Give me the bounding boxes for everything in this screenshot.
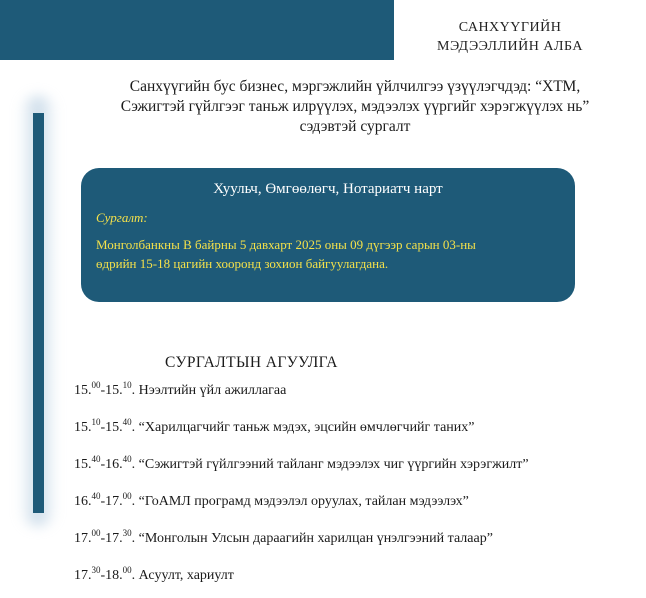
agenda-end-hour: -15. [100,383,123,398]
agenda-heading: СУРГАЛТЫН АГУУЛГА [165,354,338,371]
training-topic-line1: Санхүүгийн бус бизнес, мэргэжлийн үйлчилгээ үзүүлэгчдэд: “ХТМ, [129,78,581,95]
agenda-start-minute: 10 [91,417,101,427]
agenda-title: . “ГоАМЛ програмд мэдээлэл оруулах, тайлан мэдээлэх” [131,494,469,509]
training-topic [70,77,640,137]
training-topic-line3: сэдэвтэй сургалт [299,118,411,135]
agenda-start-minute: 00 [91,380,101,390]
agenda-end-minute: 00 [122,565,132,575]
agenda-title: . Нээлтийн үйл ажиллагаа [131,383,287,398]
agenda-item [74,454,529,473]
agenda-end-hour: -18. [100,568,123,583]
training-topic-line2: Сэжигтэй гүйлгээг таньж илрүүлэх, мэдээлэх үүргийг хэрэгжүүлэх нь” [120,98,590,115]
agenda-start-hour: 15. [74,383,92,398]
training-label: Сургалт: [96,210,148,225]
agenda-end-minute: 40 [122,454,132,464]
department-title-line2: МЭДЭЭЛЛИЙН АЛБА [437,39,583,54]
agenda-end-hour: -16. [100,457,123,472]
audience-title: Хуульч, Өмгөөлөгч, Нотариатч нарт [213,181,443,197]
agenda-item [74,491,469,510]
department-title-line1: САНХҮҮГИЙН [458,20,562,35]
agenda-start-hour: 15. [74,420,92,435]
agenda-end-minute: 40 [122,417,132,427]
agenda-end-hour: -15. [100,420,123,435]
header-banner [0,0,394,60]
agenda-start-minute: 30 [91,565,101,575]
agenda-end-minute: 10 [122,380,132,390]
agenda-item [74,565,234,584]
agenda-end-minute: 30 [122,528,132,538]
agenda-item [74,380,287,399]
training-details-line1: Монголбанкны В байрны 5 давхарт 2025 оны 09 дүгээр сарын 03-ны [96,237,476,252]
agenda-title: . “Сэжигтэй гүйлгээний тайланг мэдээлэх чиг үүргийн хэрэгжилт” [131,457,529,472]
agenda-start-minute: 40 [91,491,101,501]
agenda-end-hour: -17. [100,494,123,509]
training-details [96,235,566,273]
agenda-title: . “Монголын Улсын дараагийн харилцан үнэлгээний талаар” [131,531,493,546]
training-details-line2: өдрийн 15-18 цагийн хооронд зохион байгуулагдана. [96,256,389,271]
audience-info-box [81,168,575,302]
agenda-start-hour: 17. [74,531,92,546]
agenda-start-hour: 16. [74,494,92,509]
agenda-end-minute: 00 [122,491,132,501]
agenda-start-minute: 00 [91,528,101,538]
decorative-side-bar [33,113,44,513]
agenda-start-hour: 15. [74,457,92,472]
department-title [396,18,624,56]
agenda-start-minute: 40 [91,454,101,464]
agenda-item [74,417,475,436]
agenda-item [74,528,493,547]
agenda-title: . Асуулт, хариулт [131,568,234,583]
agenda-start-hour: 17. [74,568,92,583]
agenda-end-hour: -17. [100,531,123,546]
agenda-title: . “Харилцагчийг таньж мэдэх, эцсийн өмчлөгчийг таних” [131,420,475,435]
